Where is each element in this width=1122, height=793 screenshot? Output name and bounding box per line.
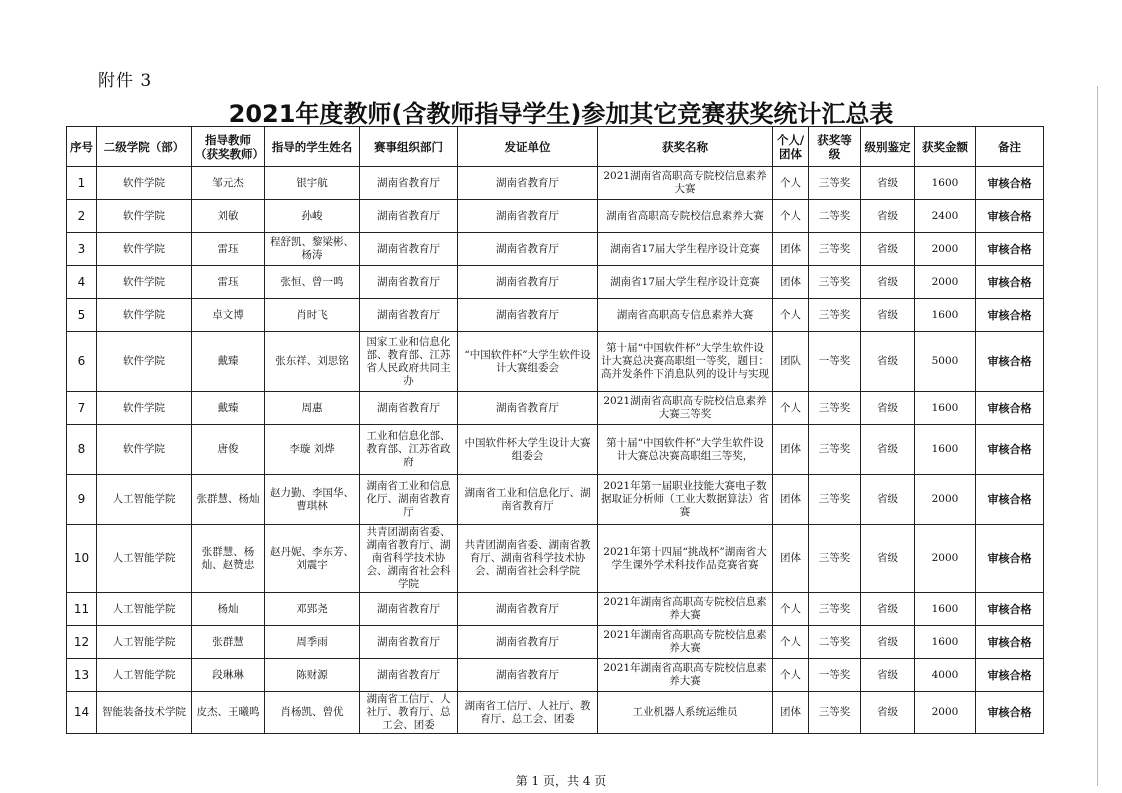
table-cell: 省级 bbox=[861, 475, 915, 525]
table-cell: 三等奖 bbox=[809, 692, 861, 734]
scan-edge-line bbox=[1097, 86, 1098, 786]
table-cell: 个人 bbox=[773, 392, 809, 425]
table-cell: 三等奖 bbox=[809, 475, 861, 525]
table-cell: 三等奖 bbox=[809, 266, 861, 299]
table-cell: 湖南省教育厅 bbox=[360, 167, 458, 200]
table-cell: 个人 bbox=[773, 200, 809, 233]
table-cell: 3 bbox=[67, 233, 97, 266]
table-row bbox=[67, 233, 1044, 266]
table-cell: 团体 bbox=[773, 525, 809, 593]
table-row bbox=[67, 593, 1044, 626]
table-row bbox=[67, 392, 1044, 425]
table-cell: 审核合格 bbox=[976, 266, 1044, 299]
table-cell: 湖南省教育厅 bbox=[458, 659, 598, 692]
table-cell: 省级 bbox=[861, 167, 915, 200]
table-row bbox=[67, 692, 1044, 734]
table-cell: 省级 bbox=[861, 593, 915, 626]
table-cell: 1600 bbox=[915, 167, 976, 200]
table-cell: 审核合格 bbox=[976, 475, 1044, 525]
table-row bbox=[67, 525, 1044, 593]
table-cell: 二等奖 bbox=[809, 200, 861, 233]
table-cell: 审核合格 bbox=[976, 200, 1044, 233]
table-cell: 刘敏 bbox=[192, 200, 265, 233]
table-cell: 1 bbox=[67, 167, 97, 200]
table-cell: 戴臻 bbox=[192, 392, 265, 425]
table-cell: 审核合格 bbox=[976, 659, 1044, 692]
table-cell: 个人 bbox=[773, 167, 809, 200]
table-cell: 湖南省17届大学生程序设计竞赛 bbox=[598, 233, 773, 266]
table-cell: 省级 bbox=[861, 425, 915, 475]
page-footer: 第 1 页，共 4 页 bbox=[515, 774, 607, 788]
table-cell: 审核合格 bbox=[976, 167, 1044, 200]
header-cell: 获奖等级 bbox=[809, 127, 861, 167]
header-cell: 发证单位 bbox=[458, 127, 598, 167]
table-cell: 团体 bbox=[773, 233, 809, 266]
table-cell: 湖南省教育厅 bbox=[360, 659, 458, 692]
table-cell: 7 bbox=[67, 392, 97, 425]
table-cell: 二等奖 bbox=[809, 626, 861, 659]
table-cell: 审核合格 bbox=[976, 332, 1044, 392]
table-cell: 湖南省教育厅 bbox=[458, 392, 598, 425]
table-cell: 湖南省教育厅 bbox=[458, 167, 598, 200]
table-cell: 省级 bbox=[861, 392, 915, 425]
table-body bbox=[67, 167, 1044, 734]
table-cell: 2000 bbox=[915, 475, 976, 525]
table-cell: 一等奖 bbox=[809, 659, 861, 692]
table-cell: 审核合格 bbox=[976, 525, 1044, 593]
table-cell: 团体 bbox=[773, 266, 809, 299]
table-cell: 12 bbox=[67, 626, 97, 659]
table-cell: 湖南省教育厅 bbox=[458, 593, 598, 626]
table-cell: 张群慧、杨灿 bbox=[192, 475, 265, 525]
table-cell: 审核合格 bbox=[976, 425, 1044, 475]
table-cell: 2 bbox=[67, 200, 97, 233]
table-cell: 2021年湖南省高职高专院校信息素养大赛 bbox=[598, 626, 773, 659]
table-cell: 6 bbox=[67, 332, 97, 392]
table-cell: 团体 bbox=[773, 475, 809, 525]
table-cell: 湖南省教育厅 bbox=[458, 299, 598, 332]
table-row bbox=[67, 332, 1044, 392]
table-row bbox=[67, 299, 1044, 332]
table-row bbox=[67, 167, 1044, 200]
table-cell: 第十届“中国软件杯”大学生软件设计大赛总决赛高职组三等奖， bbox=[598, 425, 773, 475]
table-cell: 人工智能学院 bbox=[97, 593, 192, 626]
header-cell: 指导的学生姓名 bbox=[265, 127, 360, 167]
table-cell: 戴臻 bbox=[192, 332, 265, 392]
table-cell: 14 bbox=[67, 692, 97, 734]
table-cell: 软件学院 bbox=[97, 332, 192, 392]
table-cell: 软件学院 bbox=[97, 233, 192, 266]
header-cell: 序号 bbox=[67, 127, 97, 167]
table-cell: 13 bbox=[67, 659, 97, 692]
table-cell: 审核合格 bbox=[976, 593, 1044, 626]
table-cell: 雷珏 bbox=[192, 233, 265, 266]
table-cell: 省级 bbox=[861, 266, 915, 299]
attachment-label: 附件 3 bbox=[98, 71, 153, 91]
header-cell: 赛事组织部门 bbox=[360, 127, 458, 167]
table-cell: 邓郢尧 bbox=[265, 593, 360, 626]
table-cell: 湖南省工业和信息化厅、湖南省教育厅 bbox=[458, 475, 598, 525]
table-cell: 三等奖 bbox=[809, 299, 861, 332]
table-cell: 工业机器人系统运维员 bbox=[598, 692, 773, 734]
table-row bbox=[67, 200, 1044, 233]
table-cell: 湖南省教育厅 bbox=[360, 392, 458, 425]
table-cell: 孙峻 bbox=[265, 200, 360, 233]
table-cell: 卓文博 bbox=[192, 299, 265, 332]
table-row bbox=[67, 266, 1044, 299]
table-cell: 张恒、曾一鸣 bbox=[265, 266, 360, 299]
table-cell: 湖南省教育厅 bbox=[360, 266, 458, 299]
table-cell: 一等奖 bbox=[809, 332, 861, 392]
table-cell: 人工智能学院 bbox=[97, 626, 192, 659]
table-cell: 工业和信息化部、教育部、江苏省政府 bbox=[360, 425, 458, 475]
table-cell: 2021年湖南省高职高专院校信息素养大赛 bbox=[598, 593, 773, 626]
table-cell: 省级 bbox=[861, 626, 915, 659]
table-cell: 4 bbox=[67, 266, 97, 299]
table-cell: 审核合格 bbox=[976, 299, 1044, 332]
table-cell: 三等奖 bbox=[809, 392, 861, 425]
table-cell: 湖南省教育厅 bbox=[360, 200, 458, 233]
table-cell: 软件学院 bbox=[97, 425, 192, 475]
table-cell: 9 bbox=[67, 475, 97, 525]
table-row bbox=[67, 425, 1044, 475]
table-row bbox=[67, 626, 1044, 659]
table-cell: 2000 bbox=[915, 233, 976, 266]
table-cell: 审核合格 bbox=[976, 626, 1044, 659]
table-cell: 湖南省工信厅、人社厅、教育厅、总工会、团委 bbox=[458, 692, 598, 734]
table-header-row bbox=[67, 127, 1044, 167]
table-cell: 软件学院 bbox=[97, 299, 192, 332]
table-cell: 1600 bbox=[915, 425, 976, 475]
table-cell: 三等奖 bbox=[809, 167, 861, 200]
table-cell: 8 bbox=[67, 425, 97, 475]
table-cell: 省级 bbox=[861, 525, 915, 593]
table-cell: 张群慧 bbox=[192, 626, 265, 659]
table-cell: 2021年第十四届“挑战杯”湖南省大学生课外学术科技作品竞赛省赛 bbox=[598, 525, 773, 593]
table-cell: 5 bbox=[67, 299, 97, 332]
table-row bbox=[67, 659, 1044, 692]
table-cell: 软件学院 bbox=[97, 167, 192, 200]
table-cell: 11 bbox=[67, 593, 97, 626]
table-cell: 4000 bbox=[915, 659, 976, 692]
table-cell: 赵力勤、李国华、曹琪林 bbox=[265, 475, 360, 525]
table-cell: 2021年湖南省高职高专院校信息素养大赛 bbox=[598, 659, 773, 692]
table-cell: 人工智能学院 bbox=[97, 659, 192, 692]
table-cell: 湖南省工业和信息化厅、湖南省教育厅 bbox=[360, 475, 458, 525]
table-cell: 省级 bbox=[861, 659, 915, 692]
table-cell: 2021湖南省高职高专院校信息素养大赛三等奖 bbox=[598, 392, 773, 425]
header-cell: 获奖金额 bbox=[915, 127, 976, 167]
table-cell: 湖南省教育厅 bbox=[360, 299, 458, 332]
table-cell: 唐俊 bbox=[192, 425, 265, 475]
table-cell: 湖南省高职高专信息素养大赛 bbox=[598, 299, 773, 332]
table-cell: 省级 bbox=[861, 233, 915, 266]
table-cell: 湖南省高职高专院校信息素养大赛 bbox=[598, 200, 773, 233]
table-cell: 雷珏 bbox=[192, 266, 265, 299]
table-cell: 2021湖南省高职高专院校信息素养大赛 bbox=[598, 167, 773, 200]
table-cell: 个人 bbox=[773, 299, 809, 332]
table-cell: 肖时飞 bbox=[265, 299, 360, 332]
table-cell: 程舒凯、黎梁彬、杨涛 bbox=[265, 233, 360, 266]
table-cell: 团体 bbox=[773, 425, 809, 475]
table-cell: 周惠 bbox=[265, 392, 360, 425]
table-cell: 湖南省17届大学生程序设计竞赛 bbox=[598, 266, 773, 299]
table-cell: 国家工业和信息化部、教育部、江苏省人民政府共同主办 bbox=[360, 332, 458, 392]
header-cell: 备注 bbox=[976, 127, 1044, 167]
table-cell: 张群慧、杨灿、赵赞忠 bbox=[192, 525, 265, 593]
table-cell: 1600 bbox=[915, 392, 976, 425]
table-cell: 皮杰、王曦鸣 bbox=[192, 692, 265, 734]
table-cell: 银宇航 bbox=[265, 167, 360, 200]
table-cell: 陈财源 bbox=[265, 659, 360, 692]
header-cell: 二级学院（部） bbox=[97, 127, 192, 167]
table-cell: 三等奖 bbox=[809, 425, 861, 475]
table-cell: 李璇 刘烨 bbox=[265, 425, 360, 475]
table-cell: 人工智能学院 bbox=[97, 475, 192, 525]
table-cell: 审核合格 bbox=[976, 692, 1044, 734]
header-cell: 级别鉴定 bbox=[861, 127, 915, 167]
table-row bbox=[67, 475, 1044, 525]
page-title: 2021年度教师(含教师指导学生)参加其它竞赛获奖统计汇总表 bbox=[228, 100, 894, 128]
table-cell: 周季雨 bbox=[265, 626, 360, 659]
table-cell: 共青团湖南省委、湖南省教育厅、湖南省科学技术协会、湖南省社会科学院 bbox=[458, 525, 598, 593]
table-cell: 湖南省教育厅 bbox=[458, 200, 598, 233]
table-cell: 共青团湖南省委、湖南省教育厅、湖南省科学技术协会、湖南省社会科学院 bbox=[360, 525, 458, 593]
table-cell: 湖南省教育厅 bbox=[360, 233, 458, 266]
header-cell: 获奖名称 bbox=[598, 127, 773, 167]
table-cell: 2021年第一届职业技能大赛电子数据取证分析师（工业大数据算法）省赛 bbox=[598, 475, 773, 525]
table-cell: 省级 bbox=[861, 692, 915, 734]
header-cell: 指导教师（获奖教师） bbox=[192, 127, 265, 167]
table-cell: 湖南省教育厅 bbox=[458, 233, 598, 266]
table-cell: 中国软件杯大学生设计大赛组委会 bbox=[458, 425, 598, 475]
table-cell: “中国软件杯”大学生软件设计大赛组委会 bbox=[458, 332, 598, 392]
table-cell: 湖南省教育厅 bbox=[360, 593, 458, 626]
table-cell: 邹元杰 bbox=[192, 167, 265, 200]
table-cell: 个人 bbox=[773, 593, 809, 626]
table-cell: 1600 bbox=[915, 299, 976, 332]
table-cell: 个人 bbox=[773, 659, 809, 692]
header-cell: 个人/团体 bbox=[773, 127, 809, 167]
table-cell: 团体 bbox=[773, 692, 809, 734]
table-cell: 团队 bbox=[773, 332, 809, 392]
table-cell: 软件学院 bbox=[97, 392, 192, 425]
table-cell: 湖南省教育厅 bbox=[458, 626, 598, 659]
table-cell: 肖杨凯、曾优 bbox=[265, 692, 360, 734]
table-cell: 智能装备技术学院 bbox=[97, 692, 192, 734]
table-cell: 省级 bbox=[861, 332, 915, 392]
table-cell: 张东祥、刘思铭 bbox=[265, 332, 360, 392]
table-cell: 赵丹妮、李东芳、刘震宇 bbox=[265, 525, 360, 593]
table-cell: 2000 bbox=[915, 525, 976, 593]
table-cell: 湖南省教育厅 bbox=[458, 266, 598, 299]
table-cell: 10 bbox=[67, 525, 97, 593]
table-cell: 湖南省教育厅 bbox=[360, 626, 458, 659]
table-cell: 三等奖 bbox=[809, 593, 861, 626]
table-cell: 第十届“中国软件杯”大学生软件设计大赛总决赛高职组一等奖，题目：高并发条件下消息队列的设计与实现 bbox=[598, 332, 773, 392]
table-cell: 三等奖 bbox=[809, 233, 861, 266]
table-cell: 1600 bbox=[915, 626, 976, 659]
table-cell: 2000 bbox=[915, 692, 976, 734]
awards-table bbox=[66, 126, 1044, 734]
table-cell: 1600 bbox=[915, 593, 976, 626]
table-cell: 2000 bbox=[915, 266, 976, 299]
table-cell: 省级 bbox=[861, 299, 915, 332]
table-cell: 三等奖 bbox=[809, 525, 861, 593]
table-cell: 2400 bbox=[915, 200, 976, 233]
table-cell: 杨灿 bbox=[192, 593, 265, 626]
table-cell: 审核合格 bbox=[976, 392, 1044, 425]
table-cell: 个人 bbox=[773, 626, 809, 659]
table-cell: 湖南省工信厅、人社厅、教育厅、总工会、团委 bbox=[360, 692, 458, 734]
table-cell: 5000 bbox=[915, 332, 976, 392]
table-cell: 省级 bbox=[861, 200, 915, 233]
table-cell: 段琳琳 bbox=[192, 659, 265, 692]
table-cell: 软件学院 bbox=[97, 266, 192, 299]
table-cell: 人工智能学院 bbox=[97, 525, 192, 593]
table-cell: 软件学院 bbox=[97, 200, 192, 233]
table-cell: 审核合格 bbox=[976, 233, 1044, 266]
